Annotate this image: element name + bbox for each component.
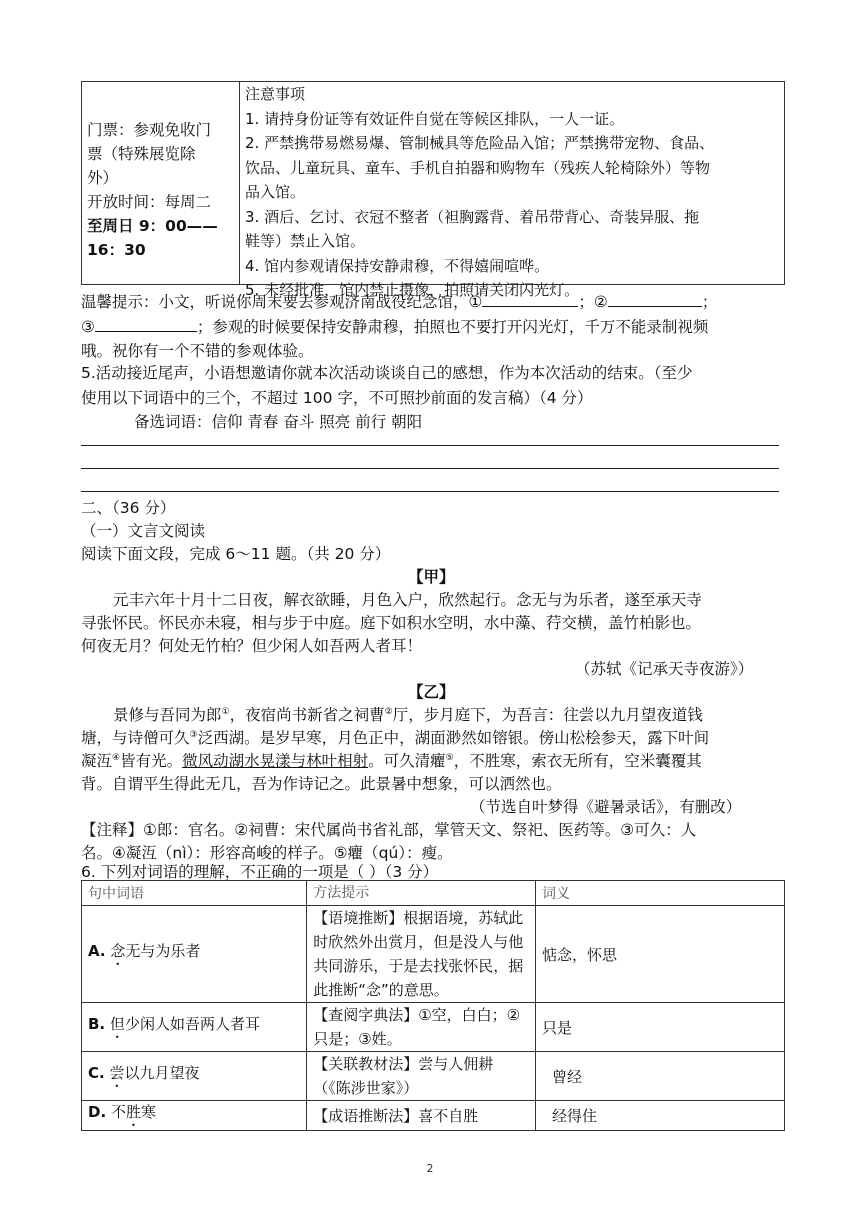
tip-line-1 (81, 289, 717, 315)
passage-text: 凝沍 (81, 752, 113, 770)
option-letter: A. (88, 941, 106, 960)
passage-label-yi: 【乙】 (408, 683, 455, 701)
passage-text: 。可久清癯 (368, 752, 446, 770)
word-cell (82, 1052, 307, 1101)
info-line: 外） (87, 169, 119, 187)
answer-line[interactable] (81, 468, 779, 469)
passage-source: （节选自叶梦得《避暑录话》，有删改） (470, 798, 742, 816)
info-line: 门票：参观免收门 (87, 121, 212, 139)
page-number: 2 (426, 1162, 434, 1175)
table-divider (239, 82, 240, 284)
footnote-mark: ⑤ (445, 752, 454, 763)
q5-line-1: 5.活动接近尾声，小语想邀请你就本次活动谈谈自己的感想，作为本次活动的结束。（至少 (81, 364, 693, 382)
emphasized-char: 念 (110, 941, 126, 960)
meaning-cell: 惦念，怀思 (535, 906, 784, 1003)
notice-line: 3. 酒后、乞讨、衣冠不整者（袒胸露背、着吊带背心、奇装异服、拖 (245, 207, 700, 226)
notice-line: 饮品、儿童玩具、童车、手机自拍器和购物车（残疾人轮椅除外）等物 (245, 158, 711, 177)
passage-text: ，夜宿尚书新省之祠曹 (229, 706, 385, 724)
meaning-cell: 经得住 (535, 1101, 784, 1131)
info-line: 开放时间：每周二 (87, 193, 212, 211)
answer-line[interactable] (81, 445, 779, 446)
notice-line: 5. 未经批准，馆内禁止摄像，拍照请关闭闪光灯。 (245, 281, 580, 299)
q6-stem: 6. 下列对词语的理解，不正确的一项是（ ）（3 分） (81, 863, 439, 881)
passage-text: 皆有光。 (120, 752, 183, 770)
reading-instruction: 阅读下面文段，完成 6～11 题。（共 20 分） (81, 545, 391, 563)
notice-line: 4. 馆内参观请保持安静肃穆，不得嬉闹喧哗。 (245, 256, 550, 275)
word-cell (82, 1101, 307, 1131)
word-text: 寒 (140, 1103, 156, 1121)
header-cell: 方法提示 (307, 881, 536, 906)
option-letter: B. (88, 1014, 106, 1033)
meaning-cell: 曾经 (535, 1052, 784, 1101)
info-line: 票（特殊展览除 (87, 145, 196, 163)
passage-text: ，不胜寒，索衣无所有，空米囊覆其 (453, 752, 702, 770)
notice-line: 品入馆。 (245, 183, 306, 201)
footnote-mark: ① (221, 706, 230, 717)
answer-blank-1[interactable] (482, 289, 578, 307)
tip-line-3: 哦。祝你有一个不错的参观体验。 (81, 342, 314, 360)
section-title: 二、（36 分） (81, 499, 176, 517)
passage-line: 何夜无月？何处无竹柏？但少闲人如吾两人者耳！ (81, 637, 423, 655)
annotation-line: 【注释】①郎：官名。②祠曹：宋代属尚书省礼部，掌管天文、祭祀、医药等。③可久：人 (81, 821, 697, 839)
notice-line: 鞋等）禁止入馆。 (245, 232, 366, 250)
tip-line-2 (81, 314, 708, 340)
passage-line (81, 749, 702, 774)
table-header-row (82, 881, 785, 906)
answer-blank-2[interactable] (608, 289, 702, 307)
word-text: 无与为乐者 (125, 941, 201, 960)
passage-text: 景修与吾同为郎 (113, 706, 222, 724)
q5-line-2: 使用以下词语中的三个，不超过 100 字，不可照抄前面的发言稿）（4 分） (81, 389, 593, 407)
hint-cell: 【关联教材法】尝与人佣耕（《陈涉世家》） (307, 1052, 536, 1101)
ticket-hours-cell (87, 118, 237, 262)
option-letter: D. (88, 1103, 107, 1121)
tip-text: ；② (578, 293, 608, 311)
passage-source: （苏轼《记承天寺夜游》） (575, 660, 754, 678)
hint-cell: 【查阅字典法】①空，白白；②只是；③姓。 (307, 1003, 536, 1052)
option-letter: C. (88, 1063, 105, 1082)
info-line: 16：30 (87, 241, 146, 259)
notice-line: 2. 严禁携带易燃易爆、管制械具等危险品入馆；严禁携带宠物、食品、 (245, 134, 715, 152)
passage-line (113, 703, 703, 728)
notice-cell (245, 82, 783, 303)
passage-line (81, 726, 709, 751)
word-text: 少闲人如吾两人者耳 (124, 1014, 260, 1033)
passage-text: 泛西湖。是岁早寒，月色正中，湖面渺然如镕银。傍山松桧参天，露下叶间 (197, 729, 710, 747)
passage-label-jia: 【甲】 (408, 568, 455, 586)
footnote-mark: ③ (189, 729, 198, 740)
header-cell: 句中词语 (82, 881, 307, 906)
answer-line[interactable] (81, 491, 779, 492)
table-row (82, 1052, 785, 1101)
hint-cell: 【语境推断】根据语境，苏轼此时欣然外出赏月，但是没人与他共同游乐，于是去找张怀民，据此推断“念”的意思。 (307, 906, 536, 1003)
subsection-title: （一）文言文阅读 (81, 522, 206, 540)
annotation-line: 名。④凝沍（nì）：形容高峻的样子。⑤癯（qú）：瘦。 (81, 844, 453, 862)
hint-cell: 【成语推断法】喜不自胜 (307, 1101, 536, 1131)
answer-blank-3[interactable] (95, 314, 197, 332)
notice-line: 1. 请持身份证等有效证件自觉在等候区排队，一人一证。 (245, 109, 625, 128)
footnote-mark: ④ (112, 752, 121, 763)
header-cell: 词义 (535, 881, 784, 906)
tip-text: ； (701, 293, 718, 311)
word-cell (82, 1003, 307, 1052)
info-line: 至周日 9：00—— (87, 217, 218, 235)
word-text: 以九月望夜 (124, 1063, 200, 1082)
passage-line: 元丰六年十月十二日夜，解衣欲睡，月色入户，欣然起行。念无与为乐者，遂至承天寺 (113, 591, 703, 609)
passage-line: 寻张怀民。怀民亦未寝，相与步于中庭。庭下如积水空明，水中藻、荇交横，盖竹柏影也。 (81, 614, 702, 632)
meaning-cell: 只是 (535, 1003, 784, 1052)
passage-line: 背。自谓平生得此无几，吾为作诗记之。此景暑中想象，可以洒然也。 (81, 775, 562, 793)
museum-info-table (81, 81, 785, 299)
tip-text: ；参观的时候要保持安静肃穆，拍照也不要打开闪光灯，千万不能录制视频 (196, 318, 709, 336)
emphasized-char: 胜 (125, 1103, 141, 1121)
word-cell (82, 906, 307, 1003)
emphasized-char: 尝 (109, 1063, 125, 1082)
q5-word-bank: 备选词语：信仰 青春 奋斗 照亮 前行 朝阳 (134, 413, 423, 431)
emphasized-char: 但 (109, 1014, 125, 1033)
passage-text: 厅，步月庭下，为吾言：往尝以九月望夜道钱 (392, 706, 703, 724)
table-row (82, 1101, 785, 1131)
passage-text: 塘，与诗僧可久 (81, 729, 190, 747)
tip-text: 温馨提示：小文，听说你周末要去参观济南战役纪念馆，① (81, 293, 483, 311)
tip-text: ③ (81, 318, 95, 336)
underlined-sentence: 微风动湖水晃漾与林叶相射 (182, 752, 369, 770)
q6-table (81, 880, 785, 1131)
word-text: 不 (110, 1103, 126, 1121)
table-row (82, 906, 785, 1003)
notice-title: 注意事项 (245, 85, 306, 103)
table-row (82, 1003, 785, 1052)
footnote-mark: ② (384, 706, 393, 717)
